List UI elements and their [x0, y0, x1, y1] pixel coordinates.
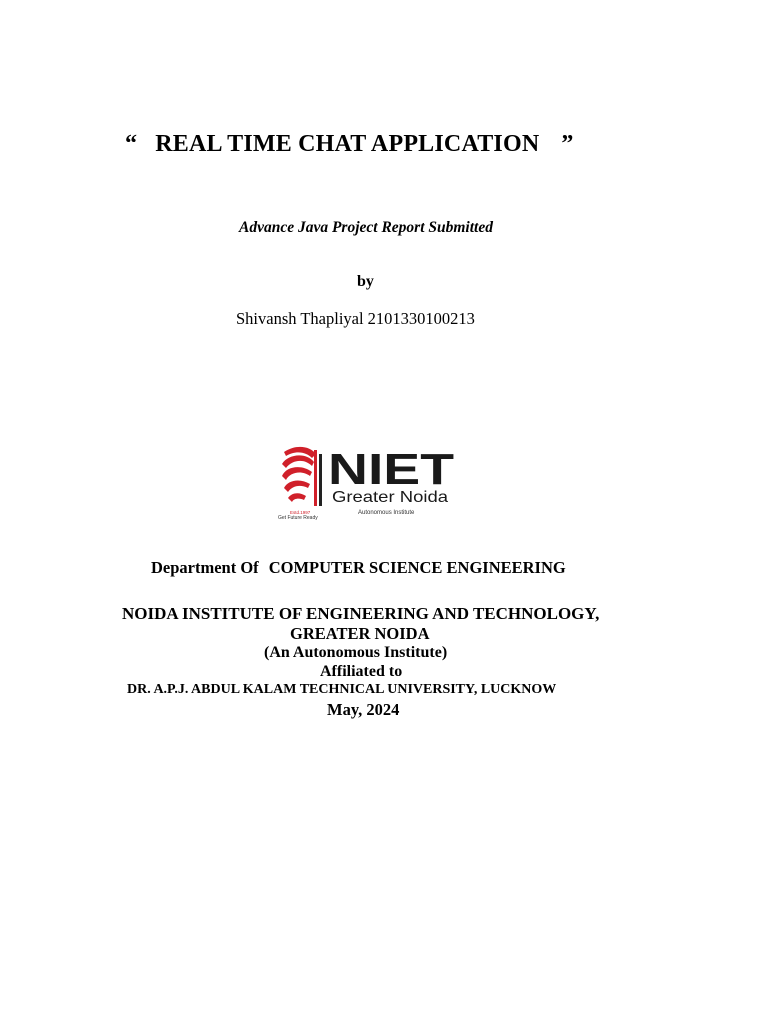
niet-emblem-icon [282, 447, 322, 506]
by-label: by [357, 273, 374, 290]
department-label: Department Of [151, 558, 259, 577]
niet-logo [276, 440, 462, 522]
report-date: May, 2024 [327, 700, 400, 719]
niet-wordmark: NIET [328, 445, 455, 494]
report-subtitle: Advance Java Project Report Submitted [238, 219, 493, 236]
motto-text: Get Future Ready [278, 515, 318, 521]
affiliated-label: Affiliated to [320, 663, 403, 680]
title-close-quote: ” [561, 131, 574, 157]
location-text: Greater Noida [332, 489, 449, 506]
department-name: COMPUTER SCIENCE ENGINEERING [268, 558, 566, 577]
department-line [151, 558, 566, 578]
institute-status: (An Autonomous Institute) [264, 644, 448, 661]
report-title [125, 131, 574, 158]
title-text: REAL TIME CHAT APPLICATION [155, 131, 540, 157]
institute-city: GREATER NOIDA [290, 624, 430, 643]
institute-name: NOIDA INSTITUTE OF ENGINEERING AND TECHNOLOGY, [122, 604, 600, 623]
author-name: Shivansh Thapliyal 2101330100213 [236, 309, 475, 328]
autonomous-text: Autonomous Institute [358, 510, 415, 516]
title-open-quote: “ [125, 131, 138, 157]
university-name: DR. A.P.J. ABDUL KALAM TECHNICAL UNIVERSITY, LUCKNOW [127, 682, 557, 697]
estd-text: Estd.1997 [290, 510, 311, 515]
